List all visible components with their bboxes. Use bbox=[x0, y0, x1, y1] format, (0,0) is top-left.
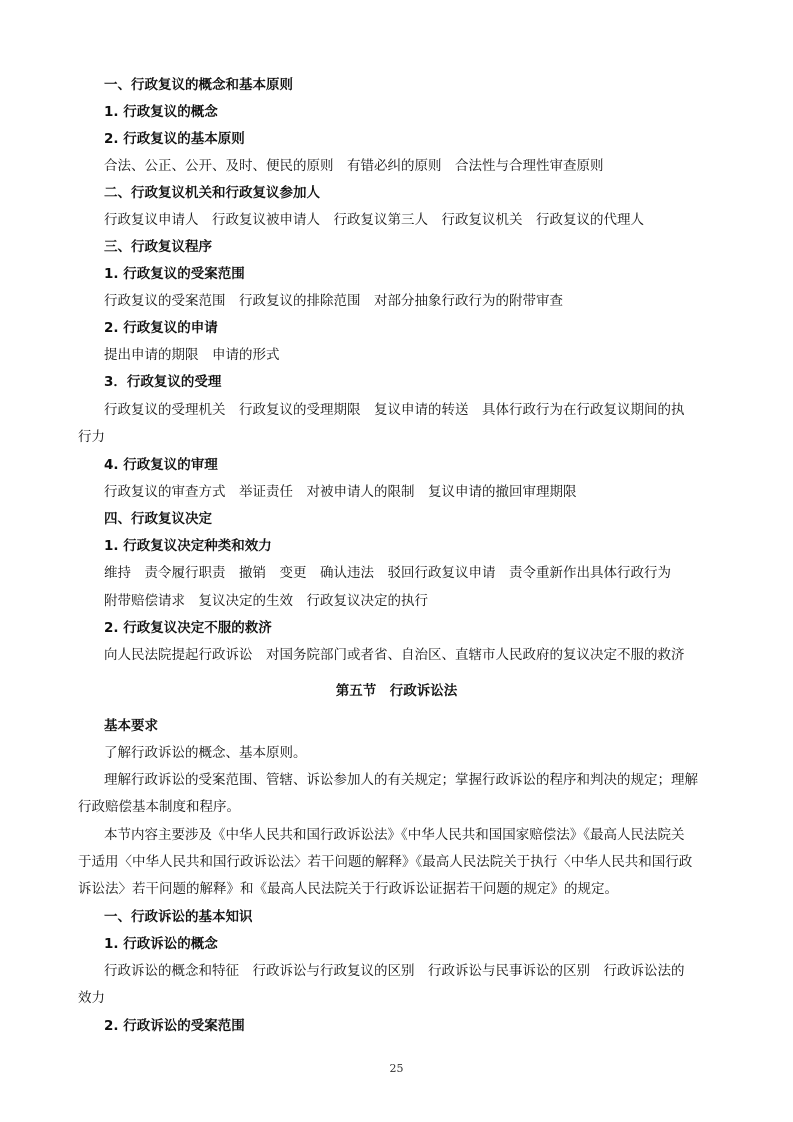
subheading: 1. 行政复议决定种类和效力 bbox=[104, 538, 272, 554]
body-line: 本节内容主要涉及《中华人民共和国行政诉讼法》《中华人民共和国国家赔偿法》《最高人民法院关 bbox=[104, 827, 685, 843]
subheading: 2. 行政复议决定不服的救济 bbox=[104, 620, 272, 636]
body-line: 行政复议的受理机关 行政复议的受理期限 复议申请的转送 具体行政行为在行政复议期间的执 bbox=[104, 402, 685, 418]
body-line: 了解行政诉讼的概念、基本原则。 bbox=[104, 745, 307, 761]
body-line: 维持 责令履行职责 撤销 变更 确认违法 驳回行政复议申请 责令重新作出具体行政行为 bbox=[104, 565, 671, 581]
body-line-wrap: 行政赔偿基本制度和程序。 bbox=[78, 799, 240, 815]
body-line: 行政复议的受案范围 行政复议的排除范围 对部分抽象行政行为的附带审查 bbox=[104, 293, 563, 309]
heading-4: 四、行政复议决定 bbox=[104, 511, 212, 527]
subheading: 2. 行政诉讼的受案范围 bbox=[104, 1018, 245, 1034]
body-line-wrap: 行力 bbox=[78, 429, 105, 445]
subheading: 1. 行政诉讼的概念 bbox=[104, 936, 218, 952]
body-line-wrap: 于适用〈中华人民共和国行政诉讼法〉若干问题的解释》《最高人民法院关于执行〈中华人民共和国行政 bbox=[78, 854, 693, 870]
body-line-wrap: 效力 bbox=[78, 990, 105, 1006]
body-line: 提出申请的期限 申请的形式 bbox=[104, 347, 280, 363]
body-line: 行政诉讼的概念和特征 行政诉讼与行政复议的区别 行政诉讼与民事诉讼的区别 行政诉讼法的 bbox=[104, 963, 685, 979]
subheading: 3．行政复议的受理 bbox=[104, 374, 222, 390]
section-title: 第五节 行政诉讼法 bbox=[335, 683, 458, 699]
heading-1: 一、行政复议的概念和基本原则 bbox=[104, 77, 293, 93]
page-number: 25 bbox=[389, 1062, 404, 1075]
subheading: 1. 行政复议的概念 bbox=[104, 104, 218, 120]
body-line: 行政复议申请人 行政复议被申请人 行政复议第三人 行政复议机关 行政复议的代理人 bbox=[104, 212, 644, 228]
body-line: 向人民法院提起行政诉讼 对国务院部门或者省、自治区、直辖市人民政府的复议决定不服的救济 bbox=[104, 647, 685, 663]
subheading: 基本要求 bbox=[104, 718, 158, 734]
body-line: 合法、公正、公开、及时、便民的原则 有错必纠的原则 合法性与合理性审查原则 bbox=[104, 158, 604, 174]
heading-1: 一、行政诉讼的基本知识 bbox=[104, 909, 253, 925]
body-line: 理解行政诉讼的受案范围、管辖、诉讼参加人的有关规定；掌握行政诉讼的程序和判决的规定；理解 bbox=[104, 772, 698, 788]
subheading: 2. 行政复议的基本原则 bbox=[104, 131, 245, 147]
subheading: 4. 行政复议的审理 bbox=[104, 457, 218, 473]
heading-3: 三、行政复议程序 bbox=[104, 239, 212, 255]
body-line: 行政复议的审查方式 举证责任 对被申请人的限制 复议申请的撤回审理期限 bbox=[104, 484, 577, 500]
body-line: 附带赔偿请求 复议决定的生效 行政复议决定的执行 bbox=[104, 593, 428, 609]
heading-2: 二、行政复议机关和行政复议参加人 bbox=[104, 185, 320, 201]
subheading: 1. 行政复议的受案范围 bbox=[104, 266, 245, 282]
body-line-wrap: 诉讼法〉若干问题的解释》和《最高人民法院关于行政诉讼证据若干问题的规定》的规定。 bbox=[78, 881, 618, 897]
subheading: 2. 行政复议的申请 bbox=[104, 320, 218, 336]
